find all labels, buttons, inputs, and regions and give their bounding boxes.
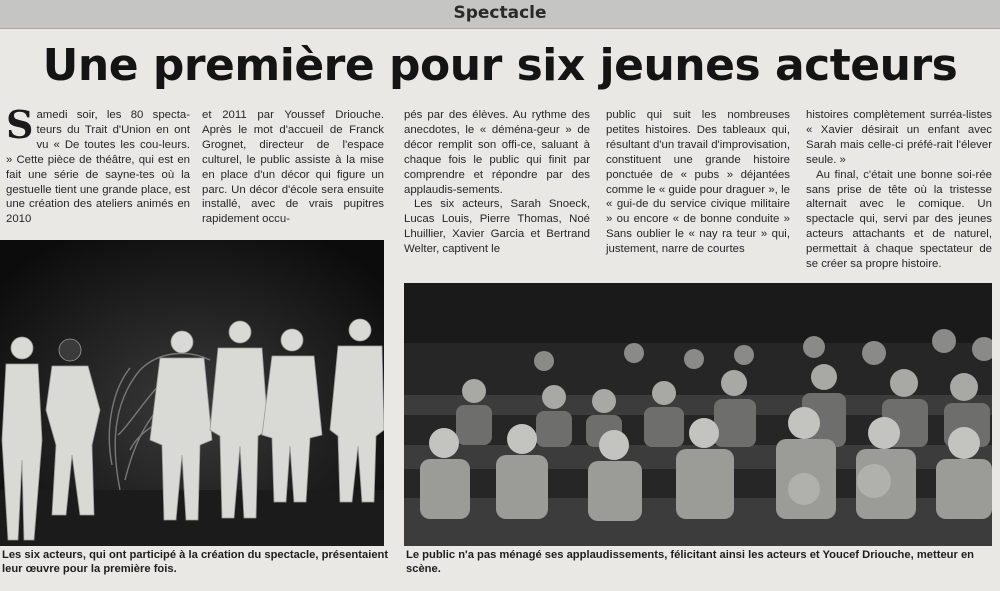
article-column-3 bbox=[404, 108, 590, 257]
drop-cap-letter: S bbox=[6, 102, 34, 147]
article-column-1 bbox=[6, 102, 190, 227]
audience-photo-caption: Le public n'a pas ménagé ses applaudissements, félicitant ainsi les acteurs et Youcef Driouche, metteur en scène. bbox=[406, 549, 975, 575]
actors-photo-illustration bbox=[0, 240, 384, 546]
article-paragraph bbox=[6, 102, 190, 227]
column-1-text: amedi soir, les 80 specta-teurs du Trait d'Union en ont vu « De toutes les cou-leurs. » Cette pièce de théâtre, qui est en fait une série de sayne-tes où la gestuelle tient une grande place, est une création des ateliers animés en 2010 bbox=[6, 109, 190, 226]
audience-photo bbox=[404, 283, 992, 546]
column-5-paragraph-2: Au final, c'était une bonne soi-rée sans prise de tête où la tristesse alternait avec le comique. Un spectacle qui, servi par des jeunes acteurs attachants et de naturel, permettait à chaque spectateur de se créer sa propre histoire. bbox=[806, 168, 992, 271]
actors-photo bbox=[0, 240, 384, 546]
column-3-paragraph-2: Les six acteurs, Sarah Snoeck, Lucas Louis, Pierre Thomas, Noé Lhuillier, Xavier Garcia et Bertrand Welter, captivent le bbox=[404, 198, 590, 256]
article-headline: Une première pour six jeunes acteurs bbox=[42, 40, 958, 91]
section-rubric-band bbox=[0, 0, 1000, 29]
column-2-text: et 2011 par Youssef Driouche. Après le mot d'accueil de Franck Grognet, directeur de l'espace culturel, le public assiste à la mise en place d'un décor qui figure un parc. Un décor d'école sera ensuite installé, avec de vrais pupitres rapidement occu- bbox=[202, 109, 384, 226]
audience-photo-illustration bbox=[404, 283, 992, 546]
actors-photo-caption: Les six acteurs, qui ont participé à la création du spectacle, présentaient leur œuvre pour la première fois. bbox=[2, 549, 389, 575]
article-column-5 bbox=[806, 108, 992, 272]
section-rubric-label: Spectacle bbox=[453, 3, 547, 23]
article-column-4 bbox=[606, 108, 790, 257]
column-3-paragraph-1: pés par des élèves. Au rythme des anecdotes, le « déména-geur » de décor remplit son offi-ce, saluant à chaque fois le public qui finit par comprendre et répondre par des applaudis-sements. bbox=[404, 109, 590, 196]
column-5-paragraph-1: histoires complètement surréa-listes « Xavier désirait un enfant avec Sarah mais celle-ci préfé-rait l'élever seule. » bbox=[806, 109, 992, 166]
article-column-2 bbox=[202, 108, 384, 227]
column-4-text: public qui suit les nombreuses petites histoires. Des tableaux qui, résultant d'un travail d'improvisation, constituent une grande histoire ponctuée de « pubs » déjantées comme le « guide pour draguer », le « gui-de du service civique militaire » ou encore « de bonne conduite » Sans oublier le « nay ra teur » qui, justement, narre de courtes bbox=[606, 109, 790, 256]
